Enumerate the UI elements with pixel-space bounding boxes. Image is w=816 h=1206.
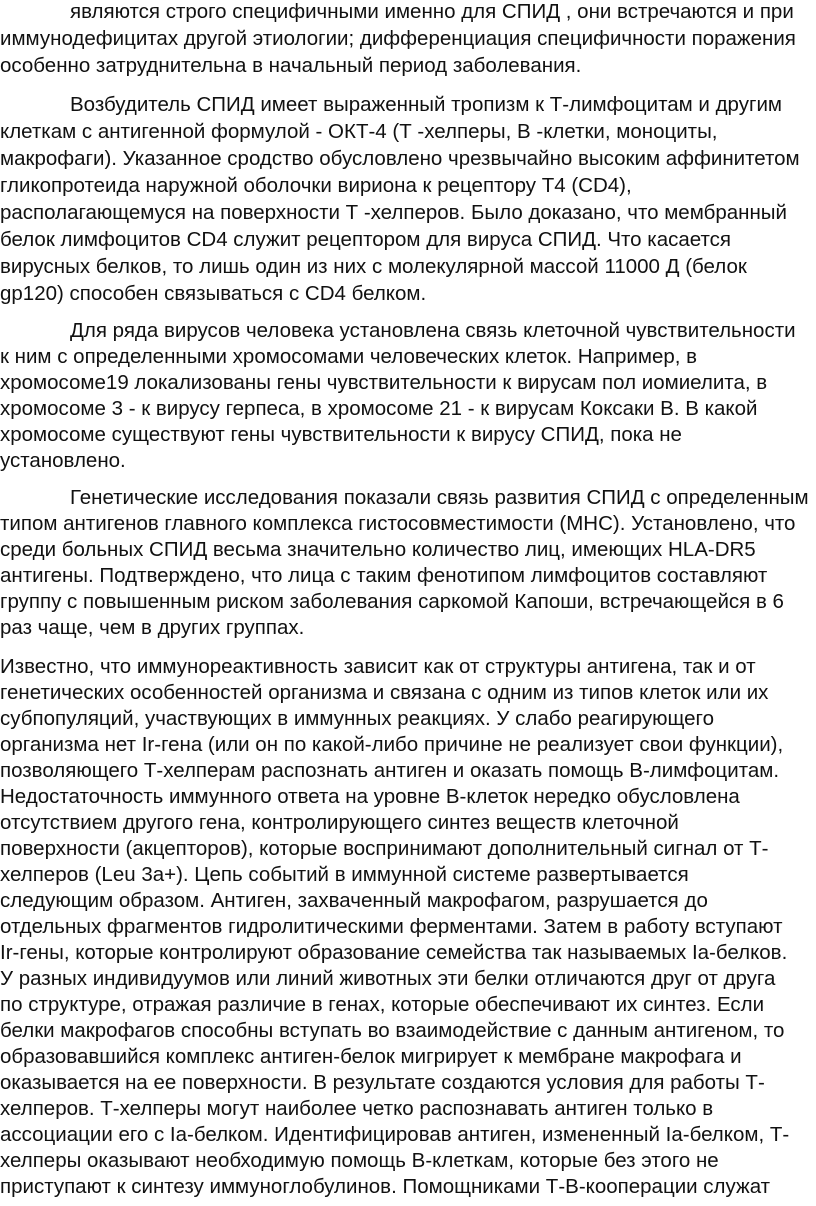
text-line: хелперов (Leu 3a+). Цепь событий в иммунной системе развертывается [0,863,689,886]
text-line: являются строго специфичными именно для СПИД , они встречаются и при [70,0,794,23]
text-line: особенно затруднительна в начальный период заболевания. [0,54,582,77]
text-line: хелперов. Т-хелперы могут наиболее четко распознавать антиген только в [0,1097,714,1120]
text-line: типом антигенов главного комплекса гистосовместимости (МНС). Установлено, что [0,512,796,535]
text-line: приступают к синтезу иммуноглобулинов. Помощниками Т-В-кооперации служат [0,1175,771,1198]
text-line: макрофаги). Указанное сродство обусловлено чрезвычайно высоким аффинитетом [0,147,800,170]
text-line: располагающемуся на поверхности Т -хелперов. Было доказано, что мембранный [0,201,787,224]
text-line: хромосоме существуют гены чувствительности к вирусу СПИД, пока не [0,423,682,446]
text-line: отдельных фрагментов гидролитическими ферментами. Затем в работу вступают [0,915,783,938]
text-line: среди больных СПИД весьма значительно количество лиц, имеющих HLA-DR5 [0,538,756,561]
text-line: Возбудитель СПИД имеет выраженный тропизм к Т-лимфоцитам и другим [70,93,782,116]
text-line: антигены. Подтверждено, что лица с таким фенотипом лимфоцитов составляют [0,564,768,587]
text-line: gp120) способен связываться с CD4 белком. [0,282,427,305]
text-line: белки макрофагов способны вступать во взаимодействие с данным антигеном, то [0,1019,785,1042]
text-line: Для ряда вирусов человека установлена связь клеточной чувствительности [70,319,796,342]
text-line: установлено. [0,449,126,472]
text-line: отсутствием другого гена, контролирующего синтез веществ клеточной [0,811,679,834]
text-line: оказывается на ее поверхности. В результате создаются условия для работы Т- [0,1071,765,1094]
text-line: Недостаточность иммунного ответа на уровне В-клеток нередко обусловлена [0,785,740,808]
text-line: организма нет Ir-гена (или он по какой-либо причине не реализует свои функции), [0,733,784,756]
text-line: хромосоме 3 - к вирусу герпеса, в хромосоме 21 - к вирусам Коксаки В. В какой [0,397,758,420]
text-line: хелперы оказывают необходимую помощь В-клеткам, которые без этого не [0,1149,719,1172]
text-line: иммунодефицитах другой этиологии; дифференциация специфичности поражения [0,27,796,50]
text-line: группу с повышенным риском заболевания саркомой Капоши, встречающейся в 6 [0,590,784,613]
text-line: Ir-гены, которые контролируют образование семейства так называемых Ia-белков. [0,941,788,964]
text-line: раз чаще, чем в других группах. [0,616,305,639]
text-line: хромосоме19 локализованы гены чувствительности к вирусам пол иомиелита, в [0,371,768,394]
text-line: белок лимфоцитов CD4 служит рецептором для вируса СПИД. Что касается [0,228,731,251]
text-line: ассоциации его с Ia-белком. Идентифицировав антиген, измененный Ia-белком, Т- [0,1123,790,1146]
text-line: следующим образом. Антиген, захваченный макрофагом, разрушается до [0,889,708,912]
text-line: образовавшийся комплекс антиген-белок мигрирует к мембране макрофага и [0,1045,742,1068]
text-line: к ним с определенными хромосомами человеческих клеток. Например, в [0,345,698,368]
text-line: гликопротеида наружной оболочки вириона к рецептору Т4 (CD4), [0,174,632,197]
text-line: Известно, что иммунореактивность зависит как от структуры антигена, так и от [0,655,756,678]
text-line: клеткам с антигенной формулой - ОКТ-4 (Т -хелперы, В -клетки, моноциты, [0,120,718,143]
text-line: субпопуляций, участвующих в иммунных реакциях. У слабо реагирующего [0,707,714,730]
text-line: вирусных белков, то лишь один из них с молекулярной массой 11000 Д (белок [0,255,747,278]
text-line: по структуре, отражая различие в генах, которые обеспечивают их синтез. Если [0,993,765,1016]
text-line: позволяющего Т-хелперам распознать антиген и оказать помощь В-лимфоцитам. [0,759,780,782]
text-line: У разных индивидуумов или линий животных эти белки отличаются друг от друга [0,967,776,990]
text-line: генетических особенностей организма и связана с одним из типов клеток или их [0,681,769,704]
text-line: Генетические исследования показали связь развития СПИД с определенным [70,486,809,509]
text-line: поверхности (акцепторов), которые воспринимают дополнительный сигнал от Т- [0,837,769,860]
